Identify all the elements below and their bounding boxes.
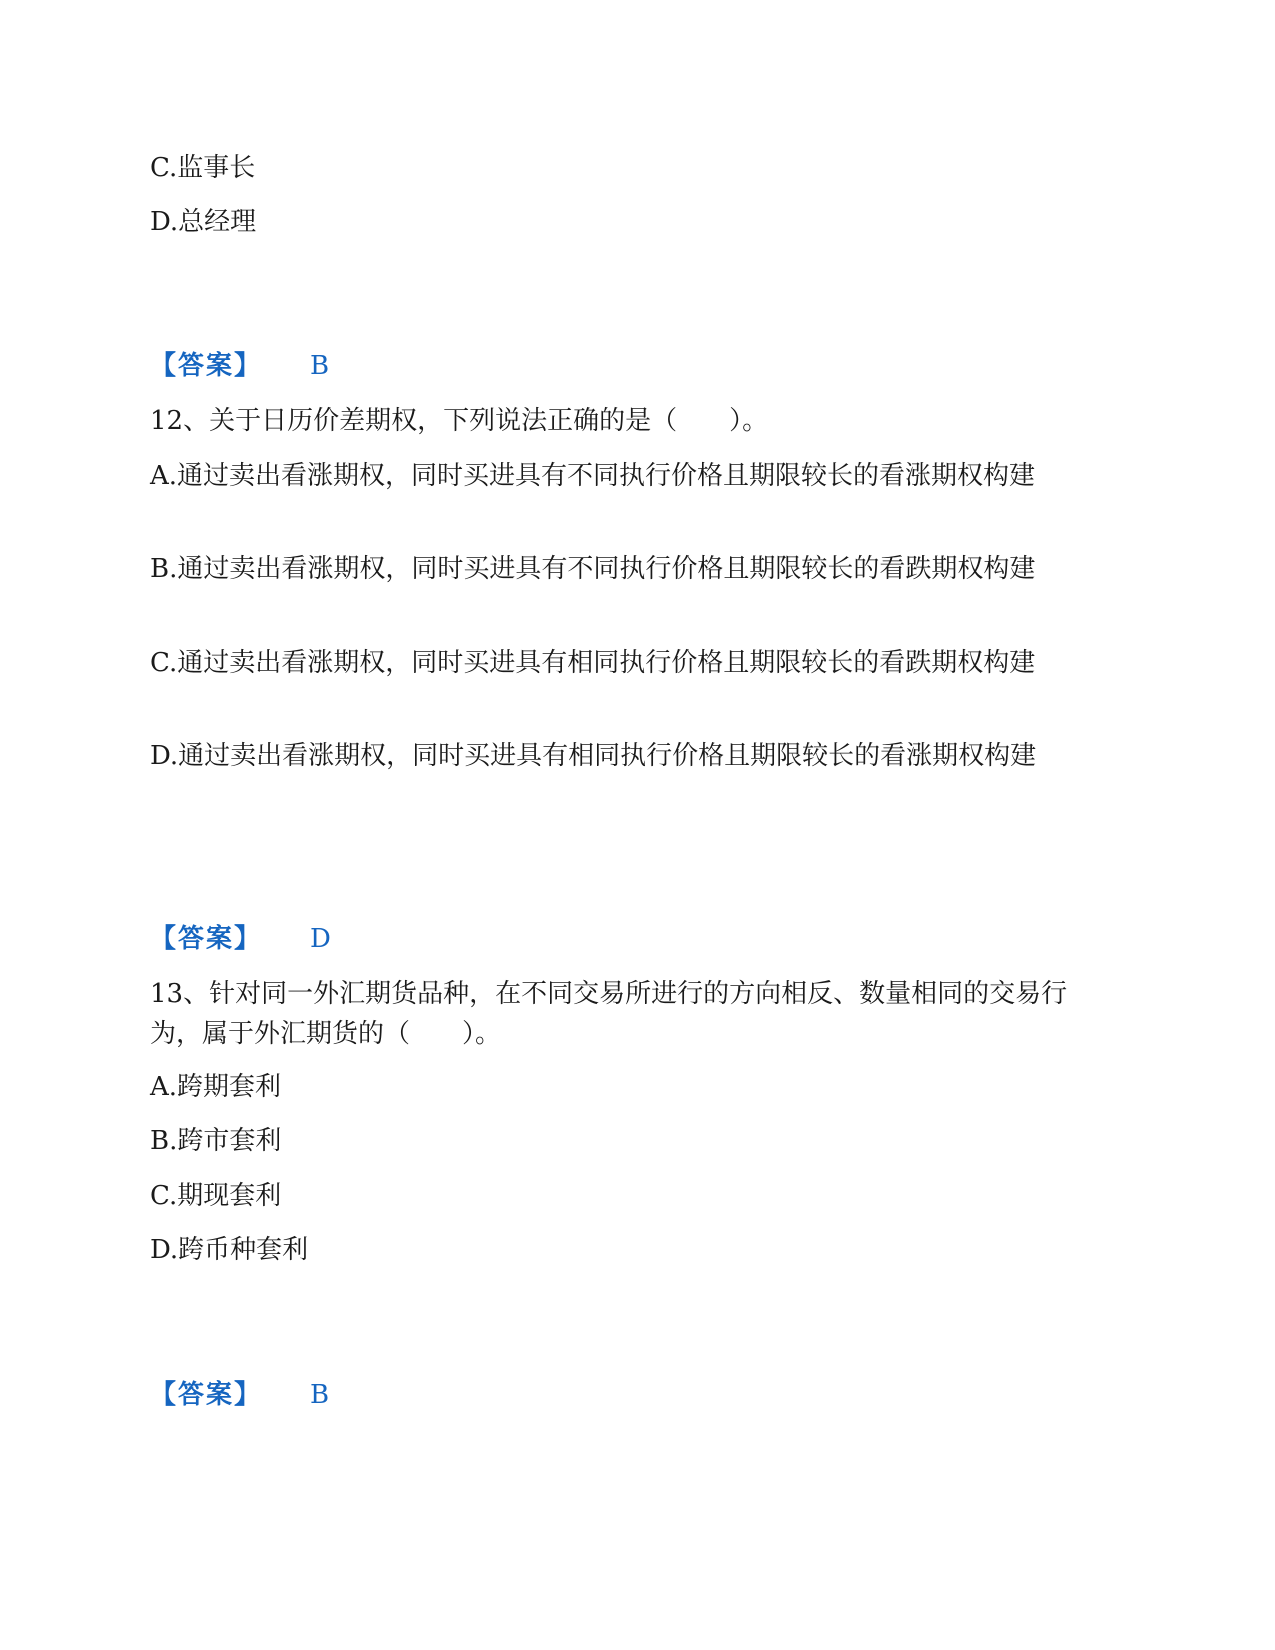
answer-label: 【答案】: [150, 1380, 263, 1410]
answer-label: 【答案】: [150, 924, 263, 954]
answer-row: [150, 1375, 329, 1415]
answer-value: D: [310, 924, 331, 954]
answer-label: 【答案】: [150, 351, 263, 381]
option-a: A.跨期套利: [150, 1072, 282, 1102]
answer-row: [150, 346, 329, 386]
option-d: D.通过卖出看涨期权，同时买进具有相同执行价格且期限较长的看涨期权构建: [150, 741, 1037, 771]
option-a: A.通过卖出看涨期权，同时买进具有不同执行价格且期限较长的看涨期权构建: [150, 461, 1036, 491]
option-b: B.跨市套利: [150, 1126, 282, 1156]
question-stem: 13、针对同一外汇期货品种，在不同交易所进行的方向相反、数量相同的交易行为，属于外汇期货的（ ）。: [150, 979, 1068, 1049]
answer-value: B: [310, 1380, 330, 1410]
question-stem: 12、关于日历价差期权，下列说法正确的是（ ）。: [150, 406, 769, 436]
answer-row: [150, 919, 331, 959]
option-b: B.通过卖出看涨期权，同时买进具有不同执行价格且期限较长的看跌期权构建: [150, 554, 1036, 584]
option-d: D.总经理: [150, 207, 257, 237]
option-c: C.通过卖出看涨期权，同时买进具有相同执行价格且期限较长的看跌期权构建: [150, 648, 1036, 678]
answer-value: B: [310, 351, 330, 381]
option-c: C.监事长: [150, 153, 256, 183]
option-d: D.跨币种套利: [150, 1235, 309, 1265]
option-c: C.期现套利: [150, 1181, 282, 1211]
